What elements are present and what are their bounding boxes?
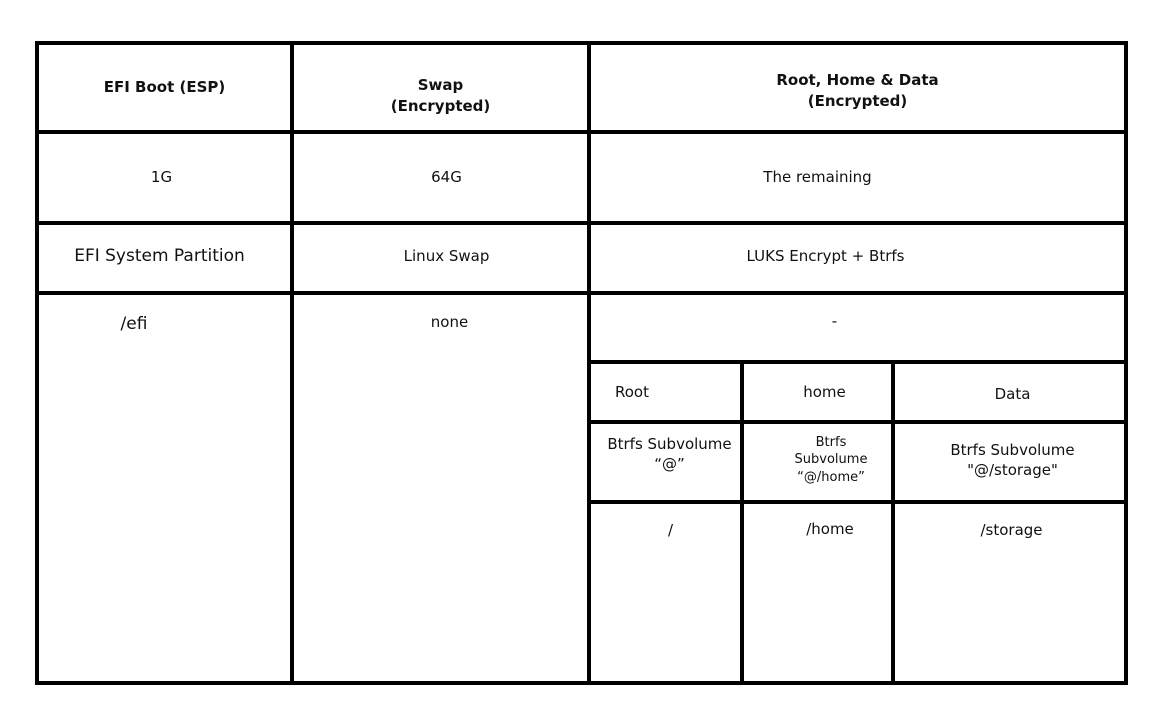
size-efi: 1G (150, 168, 173, 187)
subvolume-name-root: Root (615, 382, 649, 401)
type-root: LUKS Encrypt + Btrfs (746, 246, 905, 265)
size-root: The remaining (763, 168, 872, 187)
type-swap: Linux Swap (403, 246, 490, 265)
divider-type (35, 291, 1128, 295)
subvolume-mount-home: /home (806, 519, 854, 538)
header-efi: EFI Boot (ESP) (103, 78, 226, 97)
size-swap: 64G (431, 168, 462, 187)
subvolume-name-home: home (803, 382, 846, 401)
header-swap: Swap (Encrypted) (390, 76, 491, 115)
subvolume-desc-home: Btrfs Subvolume “@/home” (794, 434, 868, 485)
mount-root: - (831, 311, 838, 330)
mount-swap: none (430, 312, 469, 331)
subvolume-desc-data: Btrfs Subvolume "@/storage" (950, 440, 1075, 479)
mount-efi: /efi (120, 313, 148, 334)
subvolume-mount-root: / (667, 520, 674, 539)
subvolume-mount-data: /storage (980, 520, 1043, 539)
divider-subvol-desc (587, 500, 1128, 504)
table-border-bottom (35, 681, 1128, 685)
header-root: Root, Home & Data (Encrypted) (776, 71, 939, 110)
subvolume-desc-root: Btrfs Subvolume “@” (607, 434, 732, 473)
type-efi: EFI System Partition (74, 245, 245, 266)
subvolume-name-data: Data (994, 384, 1031, 403)
